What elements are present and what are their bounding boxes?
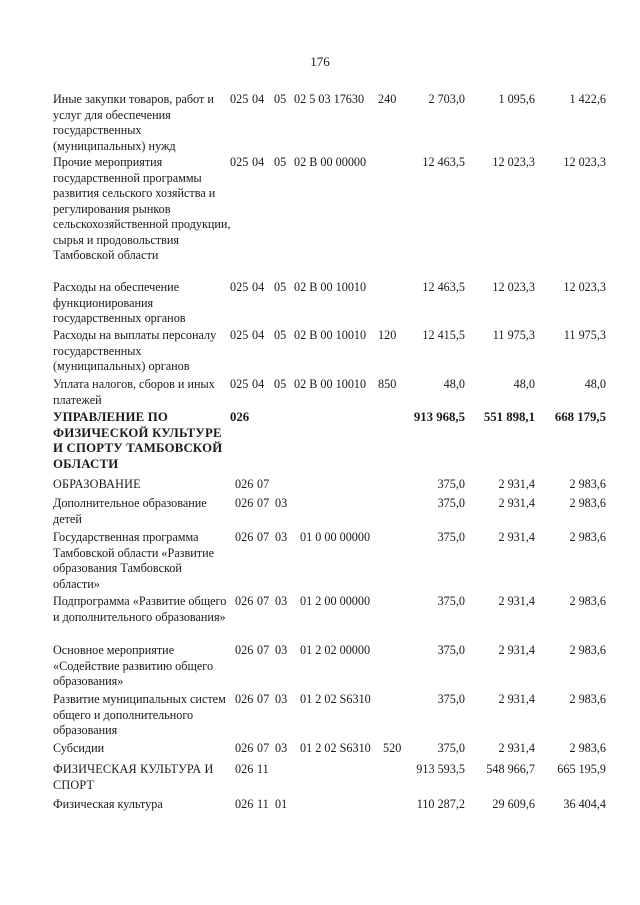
row-value-2: 2 931,4 xyxy=(498,643,535,657)
row-admin-code: 026 xyxy=(235,496,254,510)
row-section: 07 xyxy=(257,477,270,491)
row-name: Расходы на выплаты персоналу государственных (муниципальных) органов xyxy=(53,328,217,373)
row-target-article: 01 2 02 00000 xyxy=(300,643,371,657)
row-value-1: 375,0 xyxy=(437,477,465,491)
row-value-3: 668 179,5 xyxy=(554,410,606,424)
row-name: Прочие мероприятия государственной программы развития сельского хозяйства и регулирования рынков сельскохозяйственной продукции, сырья и продовольствия Тамбовской области xyxy=(53,155,231,262)
row-section: 11 xyxy=(257,797,269,811)
row-name: Основное мероприятие «Содействие развитию общего образования» xyxy=(53,643,214,688)
row-value-1: 12 463,5 xyxy=(422,280,465,294)
row-name: Субсидии xyxy=(53,741,105,755)
page-number: 176 xyxy=(310,54,330,69)
row-name: Уплата налогов, сборов и иных платежей xyxy=(53,377,215,407)
row-name: Дополнительное образование детей xyxy=(53,496,207,526)
row-subsection: 03 xyxy=(275,530,288,544)
row-value-2: 2 931,4 xyxy=(498,496,535,510)
row-target-article: 01 2 00 00000 xyxy=(300,594,371,608)
row-value-2: 2 931,4 xyxy=(498,530,535,544)
row-admin-code: 026 xyxy=(235,741,254,755)
row-value-3: 2 983,6 xyxy=(569,643,606,657)
row-value-1: 375,0 xyxy=(437,643,465,657)
row-subsection: 05 xyxy=(274,328,287,342)
row-section: 07 xyxy=(257,692,270,706)
row-name: Развитие муниципальных систем общего и дополнительного образования xyxy=(53,692,226,737)
row-value-1: 375,0 xyxy=(437,496,465,510)
row-target-article: 01 2 02 S6310 xyxy=(300,741,371,755)
row-subsection: 03 xyxy=(275,741,288,755)
row-value-3: 11 975,3 xyxy=(563,328,606,342)
row-admin-code: 026 xyxy=(235,692,254,706)
row-subsection: 05 xyxy=(274,377,287,391)
row-admin-code: 025 xyxy=(230,280,249,294)
row-target-article: 01 0 00 00000 xyxy=(300,530,371,544)
row-subsection: 05 xyxy=(274,280,287,294)
row-value-2: 1 095,6 xyxy=(498,92,535,106)
row-expense-type: 120 xyxy=(378,328,397,342)
row-value-1: 375,0 xyxy=(437,692,465,706)
row-value-1: 375,0 xyxy=(437,741,465,755)
row-admin-code: 026 xyxy=(235,594,254,608)
row-subsection: 01 xyxy=(275,797,288,811)
row-name: ФИЗИЧЕСКАЯ КУЛЬТУРА И СПОРТ xyxy=(53,762,214,792)
row-admin-code: 026 xyxy=(235,797,254,811)
row-section: 04 xyxy=(252,328,265,342)
row-value-2: 551 898,1 xyxy=(483,410,535,424)
row-value-1: 12 415,5 xyxy=(422,328,465,342)
row-value-1: 2 703,0 xyxy=(428,92,465,106)
row-target-article: 02 В 00 10010 xyxy=(294,280,367,294)
row-admin-code: 026 xyxy=(235,477,254,491)
row-section: 04 xyxy=(252,377,265,391)
row-admin-code: 025 xyxy=(230,377,249,391)
row-value-3: 12 023,3 xyxy=(563,155,606,169)
row-section: 07 xyxy=(257,643,270,657)
row-name: Подпрограмма «Развитие общего и дополнительного образования» xyxy=(53,594,227,624)
row-value-1: 913 593,5 xyxy=(416,762,465,776)
row-section: 07 xyxy=(257,741,270,755)
row-admin-code: 026 xyxy=(235,643,254,657)
row-value-2: 2 931,4 xyxy=(498,692,535,706)
row-section: 07 xyxy=(257,530,270,544)
row-admin-code: 025 xyxy=(230,92,249,106)
row-value-1: 913 968,5 xyxy=(413,410,465,424)
row-value-3: 36 404,4 xyxy=(563,797,606,811)
row-value-3: 2 983,6 xyxy=(569,741,606,755)
row-subsection: 03 xyxy=(275,692,288,706)
row-target-article: 02 В 00 10010 xyxy=(294,328,367,342)
row-name: УПРАВЛЕНИЕ ПО ФИЗИЧЕСКОЙ КУЛЬТУРЕ И СПОРТУ ТАМБОВСКОЙ ОБЛАСТИ xyxy=(53,410,223,471)
row-value-2: 11 975,3 xyxy=(492,328,535,342)
row-value-2: 2 931,4 xyxy=(498,741,535,755)
row-value-1: 48,0 xyxy=(443,377,465,391)
row-value-1: 375,0 xyxy=(437,594,465,608)
row-target-article: 01 2 02 S6310 xyxy=(300,692,371,706)
row-section: 07 xyxy=(257,496,270,510)
row-section: 04 xyxy=(252,155,265,169)
row-value-3: 2 983,6 xyxy=(569,530,606,544)
row-value-1: 110 287,2 xyxy=(416,797,465,811)
row-name: ОБРАЗОВАНИЕ xyxy=(53,477,141,491)
row-expense-type: 240 xyxy=(378,92,397,106)
row-value-2: 548 966,7 xyxy=(486,762,535,776)
row-target-article: 02 В 00 00000 xyxy=(294,155,367,169)
row-admin-code: 026 xyxy=(235,530,254,544)
row-admin-code: 026 xyxy=(235,762,254,776)
row-name: Физическая культура xyxy=(53,797,163,811)
row-subsection: 03 xyxy=(275,643,288,657)
row-name: Расходы на обеспечение функционирования государственных органов xyxy=(53,280,186,325)
row-value-3: 12 023,3 xyxy=(563,280,606,294)
row-subsection: 05 xyxy=(274,155,287,169)
row-value-3: 48,0 xyxy=(584,377,606,391)
row-name: Иные закупки товаров, работ и услуг для обеспечения государственных (муниципальных) нужд xyxy=(53,92,214,153)
row-value-1: 375,0 xyxy=(437,530,465,544)
row-value-2: 12 023,3 xyxy=(492,280,535,294)
row-subsection: 03 xyxy=(275,594,288,608)
row-admin-code: 025 xyxy=(230,328,249,342)
row-section: 04 xyxy=(252,280,265,294)
row-value-2: 12 023,3 xyxy=(492,155,535,169)
row-value-2: 48,0 xyxy=(513,377,535,391)
row-expense-type: 850 xyxy=(378,377,397,391)
row-target-article: 02 5 03 17630 xyxy=(294,92,365,106)
row-value-3: 1 422,6 xyxy=(569,92,606,106)
row-admin-code: 025 xyxy=(230,155,249,169)
row-subsection: 03 xyxy=(275,496,288,510)
row-admin-code: 026 xyxy=(230,410,250,424)
row-subsection: 05 xyxy=(274,92,287,106)
row-value-3: 2 983,6 xyxy=(569,594,606,608)
row-value-2: 2 931,4 xyxy=(498,477,535,491)
row-section: 07 xyxy=(257,594,270,608)
row-name: Государственная программа Тамбовской области «Развитие образования Тамбовской области» xyxy=(53,530,215,591)
row-value-2: 2 931,4 xyxy=(498,594,535,608)
row-value-2: 29 609,6 xyxy=(492,797,535,811)
row-target-article: 02 В 00 10010 xyxy=(294,377,367,391)
row-section: 11 xyxy=(257,762,269,776)
row-section: 04 xyxy=(252,92,265,106)
row-expense-type: 520 xyxy=(383,741,402,755)
row-value-3: 665 195,9 xyxy=(557,762,606,776)
row-value-1: 12 463,5 xyxy=(422,155,465,169)
row-value-3: 2 983,6 xyxy=(569,496,606,510)
row-value-3: 2 983,6 xyxy=(569,692,606,706)
row-value-3: 2 983,6 xyxy=(569,477,606,491)
